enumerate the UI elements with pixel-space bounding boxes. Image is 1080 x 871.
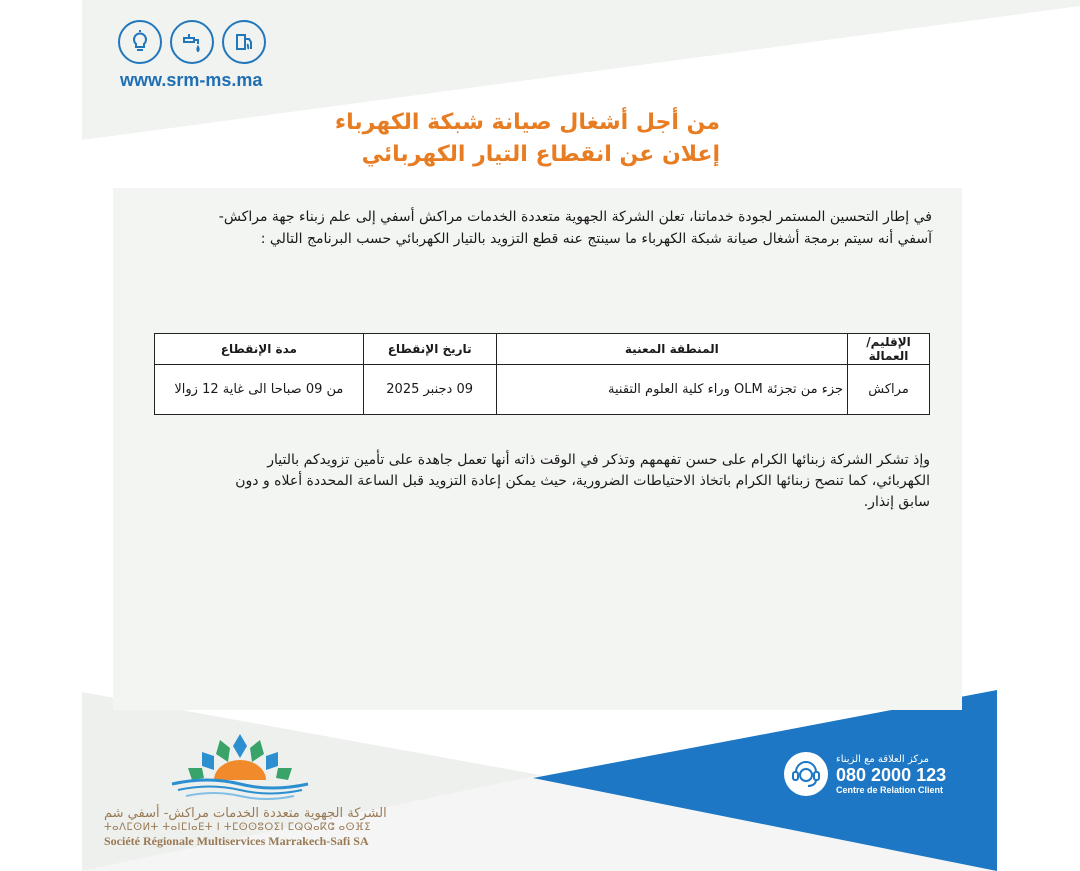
company-name-block bbox=[104, 806, 394, 849]
cell-duration: من 09 صباحا الى غاية 12 زوالا bbox=[155, 365, 364, 415]
cell-province: مراكش bbox=[848, 365, 930, 415]
lightbulb-icon bbox=[118, 20, 162, 64]
call-center-label-arabic: مركز العلاقة مع الزبناء bbox=[836, 753, 930, 765]
sanitation-icon bbox=[222, 20, 266, 64]
call-center-phone[interactable]: 080 2000 123 bbox=[836, 764, 947, 785]
column-header-zone: المنطقة المعنية bbox=[496, 334, 847, 365]
customer-service-agent-icon bbox=[784, 752, 828, 796]
company-name-french: Société Régionale Multiservices Marrakech-Safi SA bbox=[104, 834, 369, 848]
content-panel bbox=[113, 188, 962, 710]
call-center-text bbox=[836, 754, 946, 795]
logo-sun bbox=[214, 760, 266, 780]
column-header-province: الإقليم/العمالة bbox=[848, 334, 930, 365]
closing-line: وإذ تشكر الشركة زبنائها الكرام على حسن تفهمهم وتذكر في الوقت ذاته أنها تعمل جاهدة على تأمين تزويدكم بالتيار bbox=[267, 452, 930, 468]
intro-line: آسفي أنه سيتم برمجة أشغال صيانة شبكة الكهرباء ما سينتج عنه قطع التزويد بالتيار الكهربائي حسب البرنامج التالي : bbox=[260, 231, 932, 247]
company-name-arabic: الشركة الجهوية متعددة الخدمات مراكش- أسفي شم bbox=[104, 806, 387, 821]
call-center-label-french: Centre de Relation Client bbox=[836, 784, 944, 795]
service-icons bbox=[118, 20, 266, 64]
outage-schedule-table bbox=[154, 333, 930, 415]
column-header-date: تاريخ الإنقطاع bbox=[363, 334, 496, 365]
intro-line: في إطار التحسين المستمر لجودة خدماتنا، تعلن الشركة الجهوية متعددة الخدمات مراكش أسفي إلى علم زبناء جهة مراكش- bbox=[218, 209, 932, 225]
cell-date: 09 دجنبر 2025 bbox=[363, 365, 496, 415]
table-header-row bbox=[155, 334, 930, 365]
intro-paragraph bbox=[170, 206, 932, 250]
website-url[interactable]: www.srm-ms.ma bbox=[120, 70, 263, 90]
notice-subtitle: إعلان عن انقطاع التيار الكهربائي bbox=[361, 142, 720, 167]
call-center-block[interactable] bbox=[784, 752, 946, 796]
cell-zone: جزء من تجزئة OLM وراء كلية العلوم التقنية bbox=[496, 365, 847, 415]
closing-paragraph bbox=[150, 450, 930, 513]
column-header-duration: مدة الإنقطاع bbox=[155, 334, 364, 365]
notice-title: من أجل أشغال صيانة شبكة الكهرباء bbox=[334, 110, 720, 135]
water-tap-icon bbox=[170, 20, 214, 64]
srm-logo bbox=[168, 730, 313, 802]
table-row bbox=[155, 365, 930, 415]
company-name-tifinagh: ⵜⴰⴷⵎⵙⵍⵜ ⵜⴰⵏⵎⵏⴰⴹⵜ ⵏ ⵜⵎⵙⵙⵓⵔⵉⵏ ⵎⵕⵕⴰⴽⵛ ⴰⵙⴼⵉ bbox=[104, 822, 372, 833]
closing-line: سابق إنذار. bbox=[863, 494, 930, 510]
closing-line: الكهربائي، كما تنصح زبنائها الكرام باتخاذ الاحتياطات الضرورية، حيث يمكن إعادة التزويد قبل الساعة المحددة أعلاه و دون bbox=[235, 473, 930, 489]
